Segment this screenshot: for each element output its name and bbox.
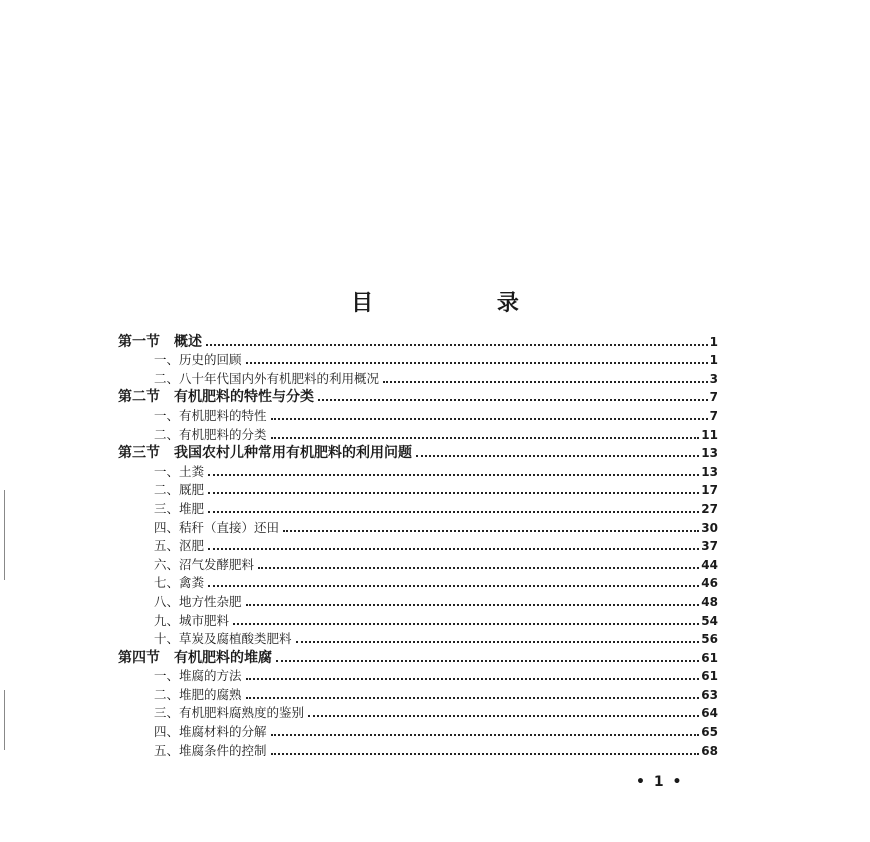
toc-leader-dots (308, 715, 699, 717)
toc-page-number: 56 (701, 632, 718, 647)
toc-entry-label: 五、沤肥 (154, 538, 205, 554)
toc-leader-dots (271, 734, 700, 736)
toc-entry-label: 一、历史的回顾 (154, 352, 242, 368)
toc-page-number: 13 (701, 464, 718, 479)
toc-entry-label: 第二节 有机肥料的特性与分类 (118, 389, 314, 406)
toc-item (118, 516, 718, 535)
toc-leader-dots (258, 567, 699, 569)
toc-leader-dots (271, 418, 708, 420)
toc-leader-dots (246, 362, 708, 364)
toc-page-number: 7 (709, 390, 718, 405)
toc-entry-label: 九、城市肥料 (154, 612, 230, 628)
toc-entry-label: 二、堆肥的腐熟 (154, 686, 242, 702)
toc-item (118, 665, 718, 684)
toc-entry-label: 一、有机肥料的特性 (154, 407, 267, 423)
toc-entry-label: 二、八十年代国内外有机肥料的利用概况 (154, 370, 380, 386)
toc-leader-dots (206, 344, 708, 346)
toc-item (118, 460, 718, 479)
toc-leader-dots (233, 623, 699, 625)
toc-page-number: 11 (701, 427, 718, 442)
toc-section (118, 330, 718, 349)
toc-item (118, 497, 718, 516)
toc-page-number: 61 (701, 650, 718, 665)
toc-entry-label: 四、堆腐材料的分解 (154, 724, 267, 740)
toc-leader-dots (208, 492, 699, 494)
toc-entry-label: 第四节 有机肥料的堆腐 (118, 649, 272, 666)
toc-item (118, 553, 718, 572)
toc-leader-dots (318, 399, 708, 401)
toc-leader-dots (246, 678, 700, 680)
toc-entry-label: 一、堆腐的方法 (154, 668, 242, 684)
toc-entry-label: 三、有机肥料腐熟度的鉴别 (154, 705, 305, 721)
toc-item (118, 572, 718, 591)
toc-item (118, 349, 718, 368)
scan-mark (4, 490, 5, 580)
toc-entry-label: 一、土粪 (154, 463, 205, 479)
toc-page-number: 30 (701, 520, 718, 535)
toc-entry-label: 七、禽粪 (154, 575, 205, 591)
toc-leader-dots (246, 697, 700, 699)
toc-section (118, 386, 718, 405)
toc-page-number: 65 (701, 725, 718, 740)
toc-item (118, 423, 718, 442)
toc-item (118, 367, 718, 386)
toc-page-number: 61 (701, 669, 718, 684)
page-number: • 1 • (636, 774, 684, 790)
toc-leader-dots (208, 511, 699, 513)
toc-section (118, 442, 718, 461)
toc-entry-label: 三、堆肥 (154, 500, 205, 516)
toc-page-number: 27 (701, 501, 718, 516)
toc-item (118, 628, 718, 647)
toc-page-number: 37 (701, 539, 718, 554)
toc-item (118, 702, 718, 721)
toc-leader-dots (208, 474, 699, 476)
toc-leader-dots (208, 548, 699, 550)
toc-item (118, 535, 718, 554)
toc-entry-label: 五、堆腐条件的控制 (154, 742, 267, 758)
toc-entry-label: 十、草炭及腐植酸类肥料 (154, 631, 292, 647)
toc-leader-dots (271, 437, 700, 439)
toc-page-number: 44 (701, 557, 718, 572)
toc-section (118, 646, 718, 665)
toc-item (118, 720, 718, 739)
toc-page-number: 46 (701, 576, 718, 591)
toc-leader-dots (383, 381, 708, 383)
toc-page-number: 63 (701, 687, 718, 702)
toc-leader-dots (271, 753, 700, 755)
toc-leader-dots (208, 585, 699, 587)
toc-item (118, 479, 718, 498)
toc-item (118, 739, 718, 758)
toc-page-number: 64 (701, 706, 718, 721)
toc-leader-dots (416, 455, 699, 457)
toc-page-number: 13 (701, 446, 718, 461)
toc-leader-dots (246, 604, 700, 606)
toc-entry-label: 四、秸秆（直接）还田 (154, 519, 280, 535)
toc-leader-dots (296, 641, 700, 643)
table-of-contents (118, 330, 718, 758)
toc-entry-label: 二、有机肥料的分类 (154, 426, 267, 442)
toc-page-number: 17 (701, 483, 718, 498)
scan-mark (4, 690, 5, 750)
toc-item (118, 683, 718, 702)
toc-page-number: 3 (709, 371, 718, 386)
toc-entry-label: 第一节 概述 (118, 333, 202, 350)
toc-item (118, 590, 718, 609)
toc-item (118, 404, 718, 423)
toc-leader-dots (283, 530, 699, 532)
toc-entry-label: 六、沼气发酵肥料 (154, 556, 255, 572)
toc-page-number: 1 (709, 353, 718, 368)
toc-page-number: 54 (701, 613, 718, 628)
toc-entry-label: 第三节 我国农村儿种常用有机肥料的利用问题 (118, 445, 412, 462)
toc-entry-label: 二、厩肥 (154, 482, 205, 498)
page-title: 目 录 (351, 290, 577, 316)
toc-leader-dots (276, 660, 699, 662)
toc-item (118, 609, 718, 628)
toc-page-number: 1 (709, 334, 718, 349)
toc-page-number: 68 (701, 743, 718, 758)
toc-entry-label: 八、地方性杂肥 (154, 593, 242, 609)
toc-page-number: 48 (701, 594, 718, 609)
toc-page-number: 7 (709, 408, 718, 423)
